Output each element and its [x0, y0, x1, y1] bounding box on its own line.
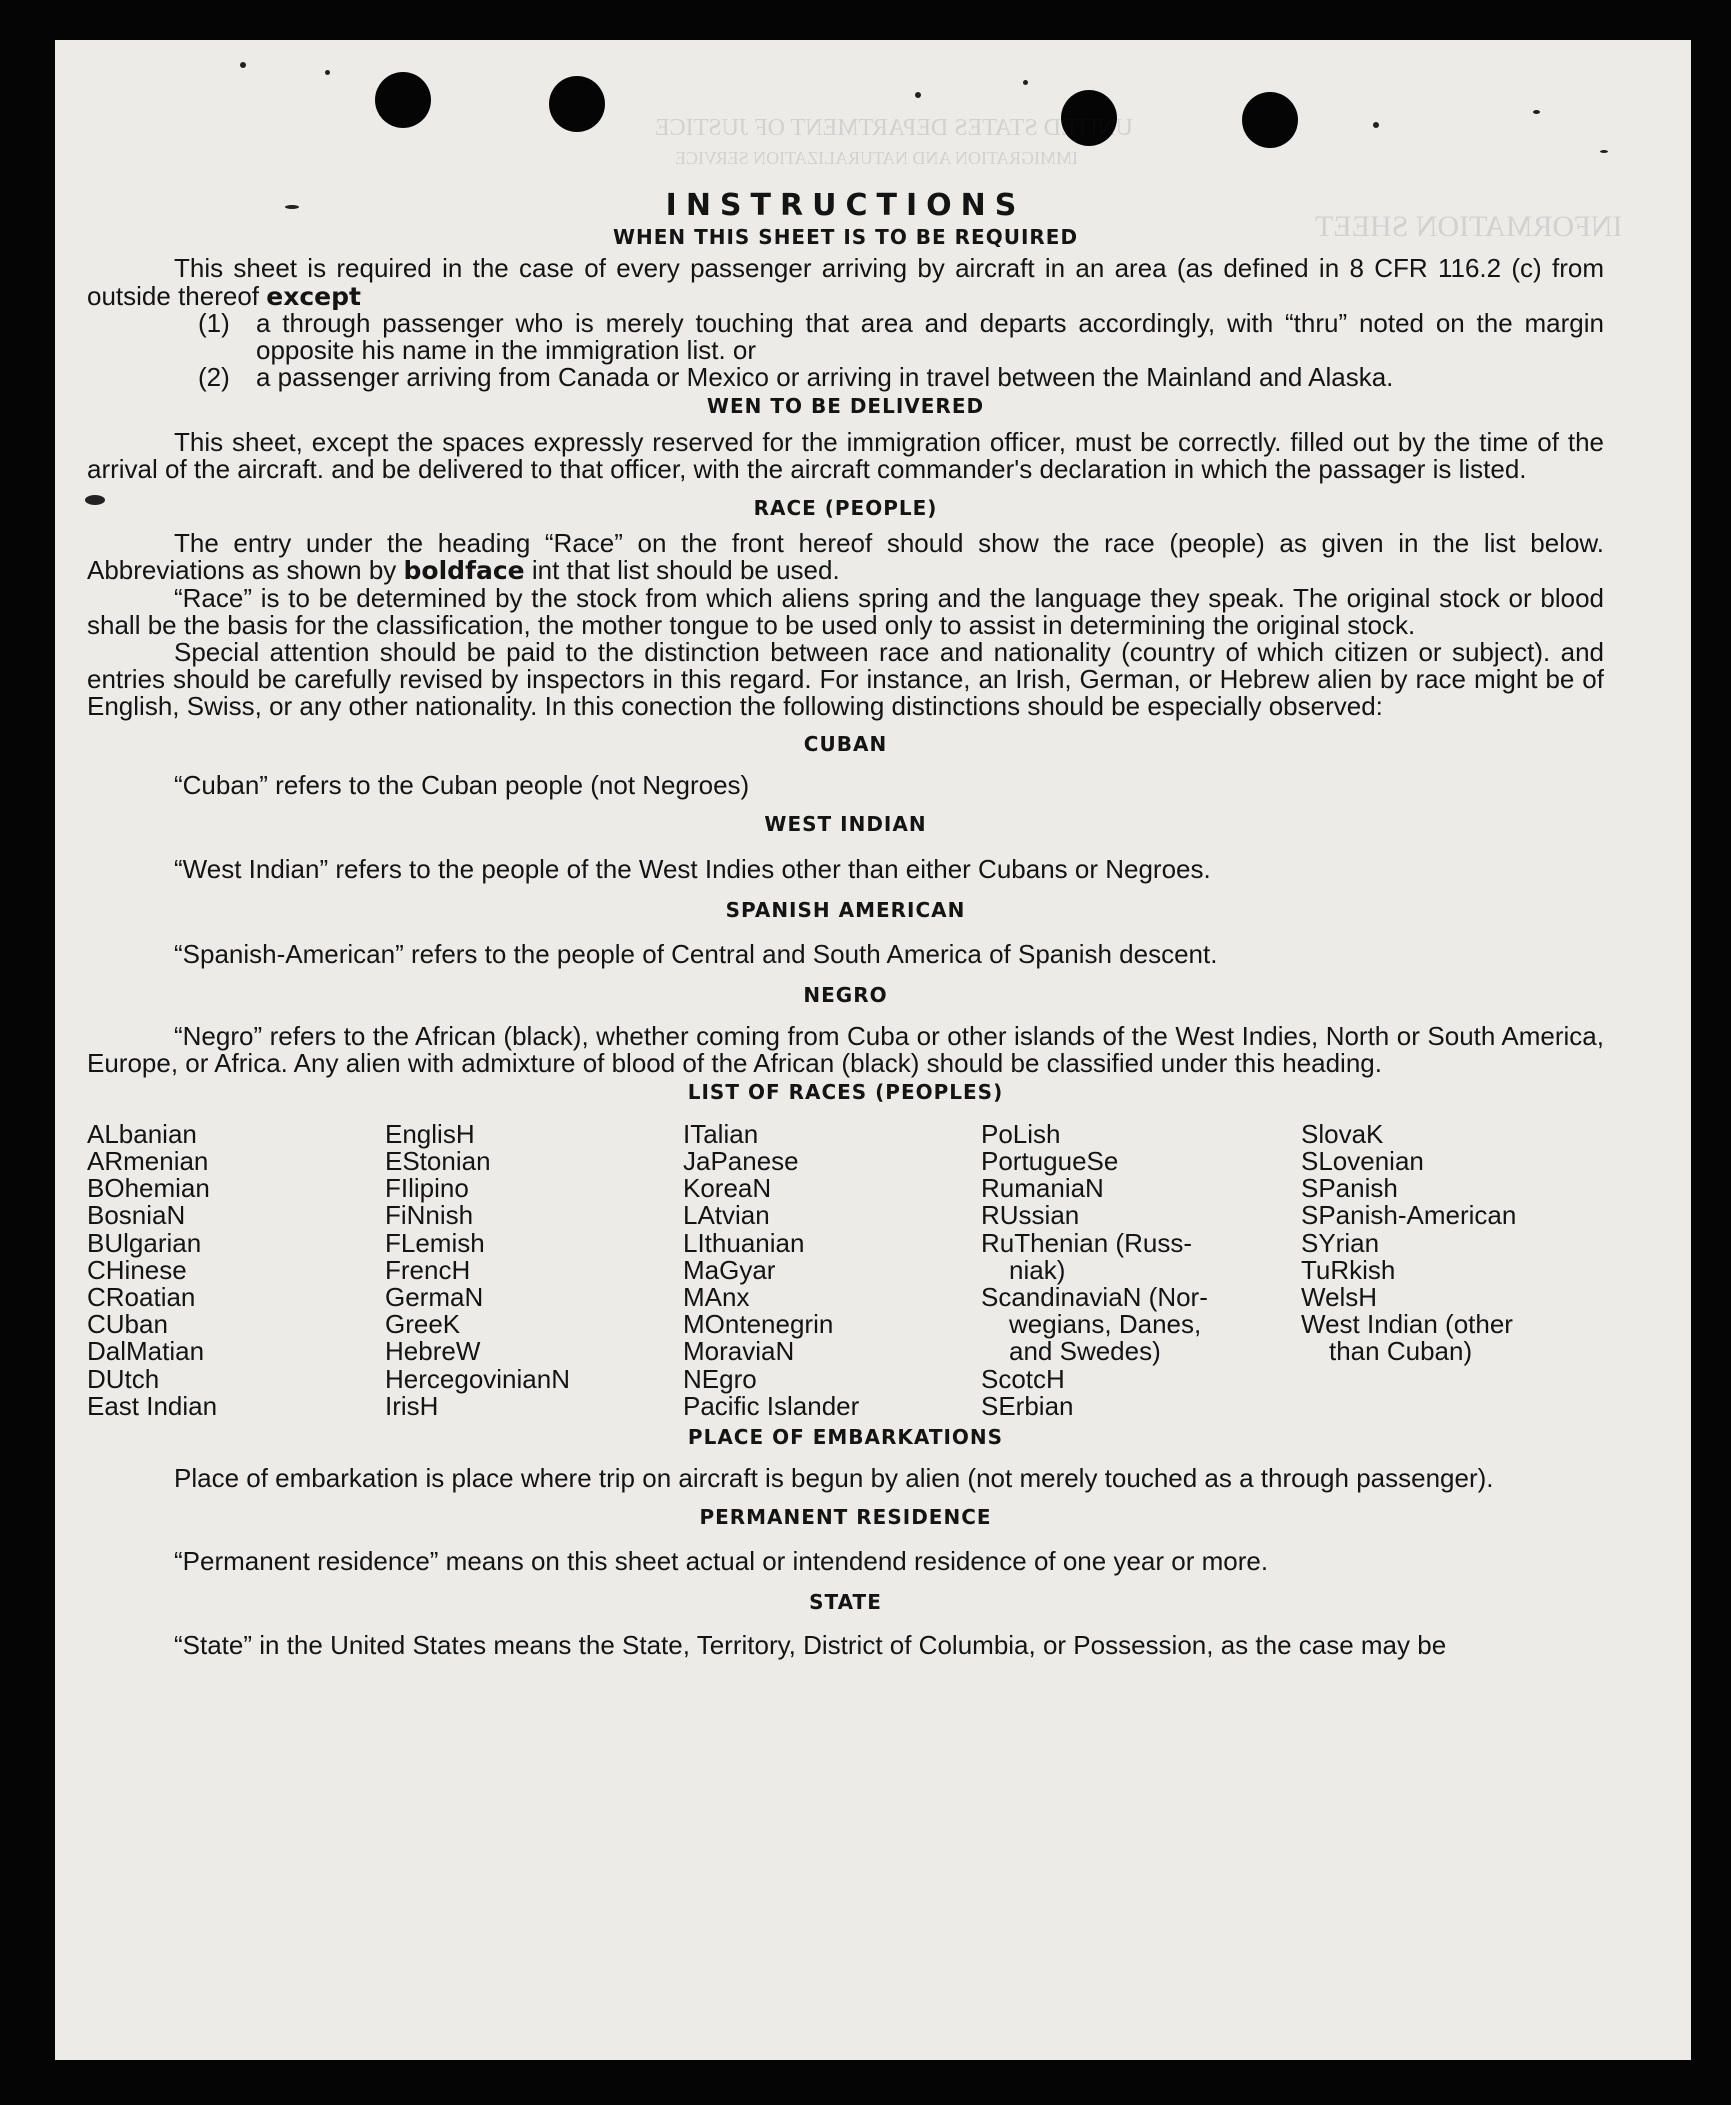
paragraph-negro: “Negro” refers to the African (black), whether coming from Cuba or other islands of the West Indies, North or South America, Europe, or Africa. Any alien with admixture of blood of the African (black) should be classified under this heading. [87, 1021, 1604, 1079]
bleed-through: INFORMATION SHEET [1315, 210, 1623, 243]
heading-cuban: CUBAN [803, 731, 888, 756]
paragraph-cuban: “Cuban” refers to the Cuban people (not Negroes) [174, 769, 750, 800]
paragraph-race-1 [87, 530, 1604, 584]
race-entry: FIlipino [385, 1173, 469, 1204]
bleed-through: IMMIGRATION AND NATURALIZATION SERVICE [675, 148, 1079, 168]
race-entry: EStonian [385, 1145, 491, 1176]
paragraph-race-2: “Race” is to be determined by the stock from which aliens spring and the language they speak. The original stock or blood shall be the basis for the classification, the mother tongue to be used only to assist in determining the original stock. [87, 582, 1604, 640]
race-entry: MaGyar [683, 1254, 776, 1285]
speck [1023, 80, 1028, 85]
race-entry: BUlgarian [87, 1227, 202, 1258]
paragraph-residence: “Permanent residence” means on this sheet actual or intendend residence of one year or more. [174, 1545, 1269, 1576]
heading-negro: NEGRO [803, 982, 888, 1007]
required-intro-bold: except [266, 281, 361, 311]
race-entry: TuRkish [1301, 1254, 1396, 1285]
punch-hole [375, 72, 431, 128]
races-table [87, 1118, 1604, 1421]
bleed-through: UNITED STATES DEPARTMENT OF JUSTICE [655, 115, 1134, 141]
document-page [55, 40, 1691, 2060]
race-entry: DalMatian [87, 1336, 205, 1367]
race-entry: ALbanian [87, 1118, 197, 1149]
race-entry: SlovaK [1301, 1118, 1384, 1149]
race-entry: SYrian [1301, 1227, 1380, 1258]
race-entry: RumaniaN [981, 1173, 1104, 1204]
punch-hole [549, 76, 605, 132]
list-item [198, 364, 1604, 391]
heading-state: STATE [809, 1589, 882, 1614]
race-p1-a: The entry under the heading “Race” on the front hereof should show the race (people) as given in the list below. Abbreviations as shown by [87, 528, 1604, 586]
races-column [385, 1118, 683, 1421]
race-entry: Pacific Islander [683, 1390, 860, 1421]
page-title: INSTRUCTIONS [665, 188, 1026, 223]
race-entry: and Swedes) [1009, 1336, 1161, 1367]
list-item [198, 307, 1604, 366]
race-entry: ARmenian [87, 1145, 209, 1176]
heading-permanent-residence: PERMANENT RESIDENCE [699, 1505, 992, 1530]
race-entry: HercegovinianN [385, 1363, 570, 1394]
race-entry: niak) [1009, 1254, 1066, 1285]
race-entry: ITalian [683, 1118, 759, 1149]
speck [1373, 122, 1379, 128]
race-entry: FiNnish [385, 1200, 474, 1231]
races-column [1301, 1118, 1571, 1420]
race-entry: ScotcH [981, 1363, 1065, 1394]
heading-race: RACE (PEOPLE) [753, 496, 938, 521]
race-entry: WelsH [1301, 1281, 1378, 1312]
race-entry: West Indian (other [1301, 1309, 1513, 1340]
speck [325, 70, 330, 75]
paragraph-required [87, 255, 1604, 309]
race-entry: than Cuban) [1329, 1336, 1473, 1367]
race-entry: East Indian [87, 1390, 218, 1421]
heading-spanish-american: SPANISH AMERICAN [725, 898, 966, 923]
paragraph-delivered: This sheet, except the spaces expressly reserved for the immigration officer, must be correctly. filled out by the time of the arrival of the aircraft. and be delivered to that officer, with the aircraft commander's declaration in which the passager is listed. [87, 426, 1604, 484]
race-entry: NEgro [683, 1363, 757, 1394]
paragraph-west-indian: “West Indian” refers to the people of the West Indies other than either Cubans or Negroes. [174, 854, 1211, 885]
race-entry: EnglisH [385, 1118, 475, 1149]
race-entry: GermaN [385, 1281, 484, 1312]
paragraph-spanish-american: “Spanish-American” refers to the people of Central and South America of Spanish descent. [174, 938, 1218, 969]
speck [915, 92, 921, 98]
item-number: (1) [198, 307, 230, 338]
item-number: (2) [198, 362, 230, 393]
race-entry: CUban [87, 1309, 168, 1340]
instructions-content [87, 188, 1604, 1660]
race-entry: SLovenian [1301, 1145, 1424, 1176]
races-column [87, 1118, 385, 1421]
heading-place-of-embarkation: PLACE OF EMBARKATIONS [687, 1424, 1004, 1449]
punch-hole [1242, 92, 1298, 148]
race-entry: FrencH [385, 1254, 471, 1285]
race-entry: HebreW [385, 1336, 481, 1367]
race-entry: KoreaN [683, 1173, 772, 1204]
race-entry: SPanish [1301, 1173, 1398, 1204]
race-entry: MAnx [683, 1281, 750, 1312]
race-entry: wegians, Danes, [1009, 1309, 1202, 1340]
race-entry: CRoatian [87, 1281, 196, 1312]
race-entry: CHinese [87, 1254, 187, 1285]
race-entry: JaPanese [683, 1145, 799, 1176]
race-entry: LAtvian [683, 1200, 770, 1231]
paragraph-state: “State” in the United States means the State, Territory, District of Columbia, or Possession, as the case may be [174, 1629, 1447, 1660]
race-entry: MoraviaN [683, 1336, 795, 1367]
speck [1600, 150, 1608, 153]
race-entry: IrisH [385, 1390, 439, 1421]
paragraph-embarkation: Place of embarkation is place where trip on aircraft is begun by alien (not merely touched as a through passenger). [174, 1463, 1494, 1494]
race-entry: GreeK [385, 1309, 461, 1340]
speck [240, 62, 246, 68]
heading-when-delivered: WEN TO BE DELIVERED [706, 394, 985, 419]
race-p1-bold: boldface [403, 556, 525, 586]
speck [1533, 110, 1540, 114]
heading-list-of-races: LIST OF RACES (PEOPLES) [687, 1080, 1004, 1105]
race-entry: PoLish [981, 1118, 1061, 1149]
item-text: a through passenger who is merely touching that area and departs accordingly, with “thru” noted on the margin opposite his name in the immigration list. or [256, 307, 1604, 366]
race-entry: BosniaN [87, 1200, 186, 1231]
required-intro: This sheet is required in the case of every passenger arriving by aircraft in an area (as defined in 8 CFR 116.2 (c) from outside thereof [87, 253, 1604, 311]
race-entry: LIthuanian [683, 1227, 805, 1258]
races-column [683, 1118, 981, 1421]
paragraph-race-3: Special attention should be paid to the distinction between race and nationality (country of which citizen or subject). and entries should be carefully revised by inspectors in this regard. For instance, an Irish, German, or Hebrew alien by race might be of English, Swiss, or any other nationality. In this conection the following distinctions should be especially observed: [87, 637, 1604, 722]
races-column [981, 1118, 1301, 1421]
race-entry: SPanish-American [1301, 1200, 1517, 1231]
heading-when-required: WHEN THIS SHEET IS TO BE REQUIRED [612, 225, 1079, 250]
race-entry: DUtch [87, 1363, 160, 1394]
race-entry: RUssian [981, 1200, 1080, 1231]
race-entry: SErbian [981, 1390, 1074, 1421]
race-entry: RuThenian (Russ- [981, 1227, 1192, 1258]
race-entry: BOhemian [87, 1173, 210, 1204]
item-text: a passenger arriving from Canada or Mexico or arriving in travel between the Mainland and Alaska. [256, 362, 1394, 393]
race-entry: MOntenegrin [683, 1309, 834, 1340]
race-entry: PortugueSe [981, 1145, 1119, 1176]
race-entry: FLemish [385, 1227, 485, 1258]
heading-west-indian: WEST INDIAN [764, 812, 927, 837]
race-entry: ScandinaviaN (Nor- [981, 1281, 1208, 1312]
race-p1-b: int that list should be used. [531, 555, 840, 586]
